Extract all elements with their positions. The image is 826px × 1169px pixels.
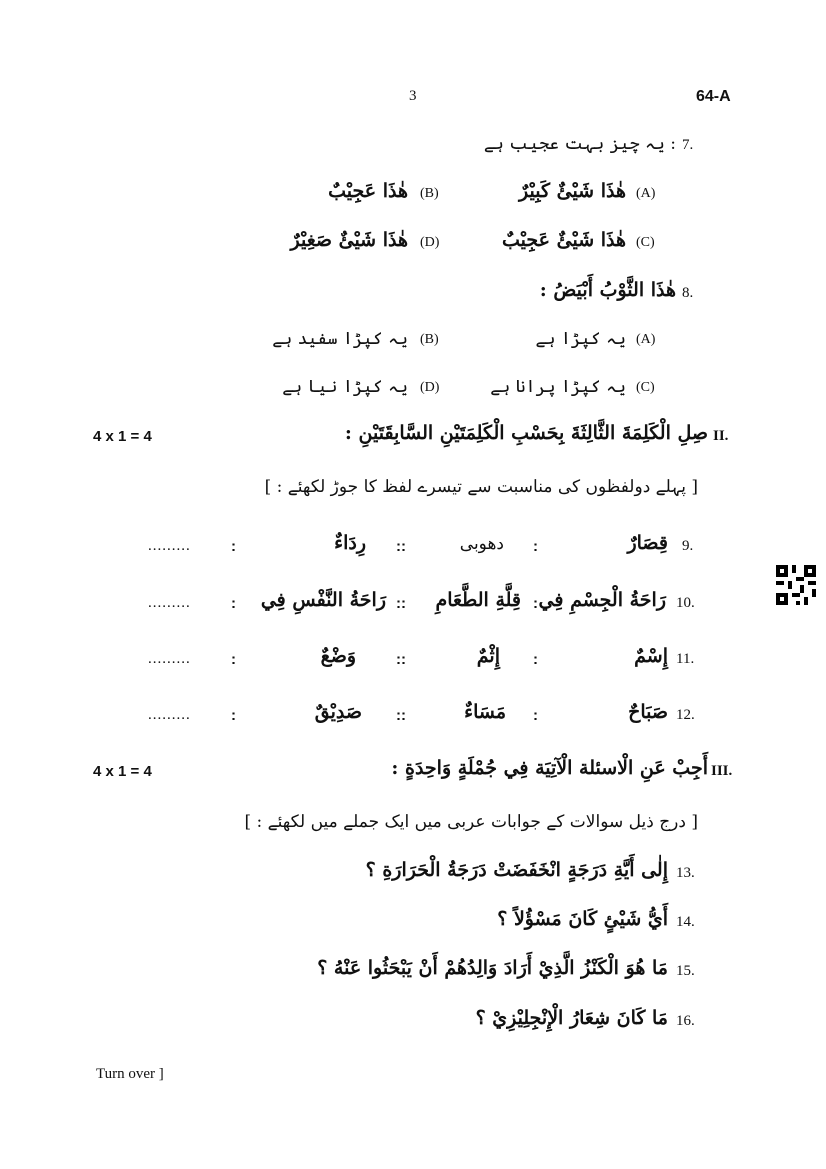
turn-over-note: Turn over ] (96, 1066, 164, 1082)
row-number: 12. (676, 707, 695, 723)
page-number: 3 (409, 88, 417, 104)
colon: : (533, 707, 538, 724)
word-second: دهوبی (459, 534, 504, 554)
question-text: مَا كَانَ شِعَارُ الْإِنْجِلِيْزِيْ ؟ (475, 1007, 668, 1029)
word-second: إِثْمٌ (476, 645, 500, 667)
word-first: إِسْمٌ (634, 645, 668, 667)
option-label: (D) (420, 235, 440, 250)
section-heading: أَجِبْ عَنِ الْاسئلة الْآتِيَة فِي جُمْلَةٍ وَاحِدَةٍ : (391, 757, 708, 779)
option-text: هٰذَا شَيْئٌ كَبِيْرٌ (519, 180, 626, 202)
row-number: 10. (676, 595, 695, 611)
option-text: یہ کپڑا پرانا ہے (490, 377, 626, 397)
section-instruction: [ پہلے دولفظوں کی مناسبت سے تیسرے لفظ کا جوڑ لکھئے : ] (264, 477, 698, 497)
option-label: (A) (636, 332, 656, 347)
question-number: 15. (676, 963, 695, 979)
paper-code: 64-A (696, 88, 731, 105)
answer-blank: ......... (148, 538, 191, 554)
section-marks: 4 x 1 = 4 (93, 763, 152, 780)
row-number: 11. (676, 651, 695, 667)
section-marks: 4 x 1 = 4 (93, 428, 152, 445)
question-text: أَيُّ شَيْئٍ كَانَ مَسْؤُلاً ؟ (497, 908, 668, 930)
question-number: 13. (676, 865, 695, 881)
option-label: (B) (420, 332, 439, 347)
option-label: (C) (636, 235, 655, 250)
colon: : (231, 595, 236, 612)
option-label: (C) (636, 380, 655, 395)
question-number: 14. (676, 914, 695, 930)
question-number: 7. (682, 137, 694, 153)
double-colon: :: (396, 538, 406, 555)
word-third: صَدِيْقٌ (314, 701, 362, 723)
option-label: (B) (420, 186, 439, 201)
section-number: II. (713, 428, 729, 444)
option-label: (D) (420, 380, 440, 395)
word-third: وَضْعٌ (320, 645, 356, 667)
option-text: یہ کپڑا نیا ہے (282, 377, 408, 397)
colon: : (231, 538, 236, 555)
word-first: قِصَارٌ (627, 532, 668, 554)
option-text: یہ کپڑا سفید ہے (272, 329, 408, 349)
word-first: رَاحَةُ الْجِسْمِ فِي (538, 589, 666, 611)
colon: : (231, 707, 236, 724)
section-heading: صِلِ الْكَلِمَةَ الثَّالِثَةَ بِحَسْبِ الْكَلِمَتَيْنِ السَّابِقَتَيْنِ : (344, 422, 708, 444)
answer-blank: ......... (148, 651, 191, 667)
double-colon: :: (396, 707, 406, 724)
double-colon: :: (396, 595, 406, 612)
option-text: یہ کپڑا ہے (535, 329, 626, 349)
colon: : (533, 595, 538, 612)
word-first: صَبَاحٌ (628, 701, 668, 723)
colon: : (533, 651, 538, 668)
question-text: إِلٰى أَيَّةِ دَرَجَةٍ انْخَفَضَتْ دَرَجَةُ الْحَرَارَةِ ؟ (365, 859, 668, 881)
option-text: هٰذَا شَيْئٌ صَغِيْرٌ (290, 229, 408, 251)
row-number: 9. (682, 538, 694, 554)
word-second: مَسَاءٌ (464, 701, 506, 723)
option-text: هٰذَا شَيْئٌ عَجِيْبٌ (502, 229, 626, 251)
qr-code-icon (776, 565, 816, 605)
answer-blank: ......... (148, 595, 191, 611)
answer-blank: ......... (148, 707, 191, 723)
word-second: قِلَّةِ الطَّعَامِ (435, 589, 521, 611)
word-third: رَاحَةُ النَّفْسِ فِي (260, 589, 386, 611)
section-number: III. (711, 763, 733, 779)
question-stem: : یہ چیز بہت عجیب ہے (483, 134, 676, 154)
double-colon: :: (396, 651, 406, 668)
question-number: 16. (676, 1013, 695, 1029)
section-instruction: [ درج ذیل سوالات کے جوابات عربی میں ایک جملے میں لکھئے : ] (244, 812, 698, 832)
colon: : (231, 651, 236, 668)
colon: : (533, 538, 538, 555)
question-stem: هٰذَا الثَّوْبُ أَبْيَضُ : (539, 279, 676, 301)
word-third: رِدَاءٌ (334, 532, 366, 554)
question-number: 8. (682, 285, 694, 301)
question-text: مَا هُوَ الْكَنْزُ الَّذِيْ أَرَادَ وَالِدُهُمْ أَنْ يَبْحَثُوا عَنْهُ ؟ (317, 957, 668, 979)
option-label: (A) (636, 186, 656, 201)
option-text: هٰذَا عَجِيْبٌ (328, 180, 408, 202)
